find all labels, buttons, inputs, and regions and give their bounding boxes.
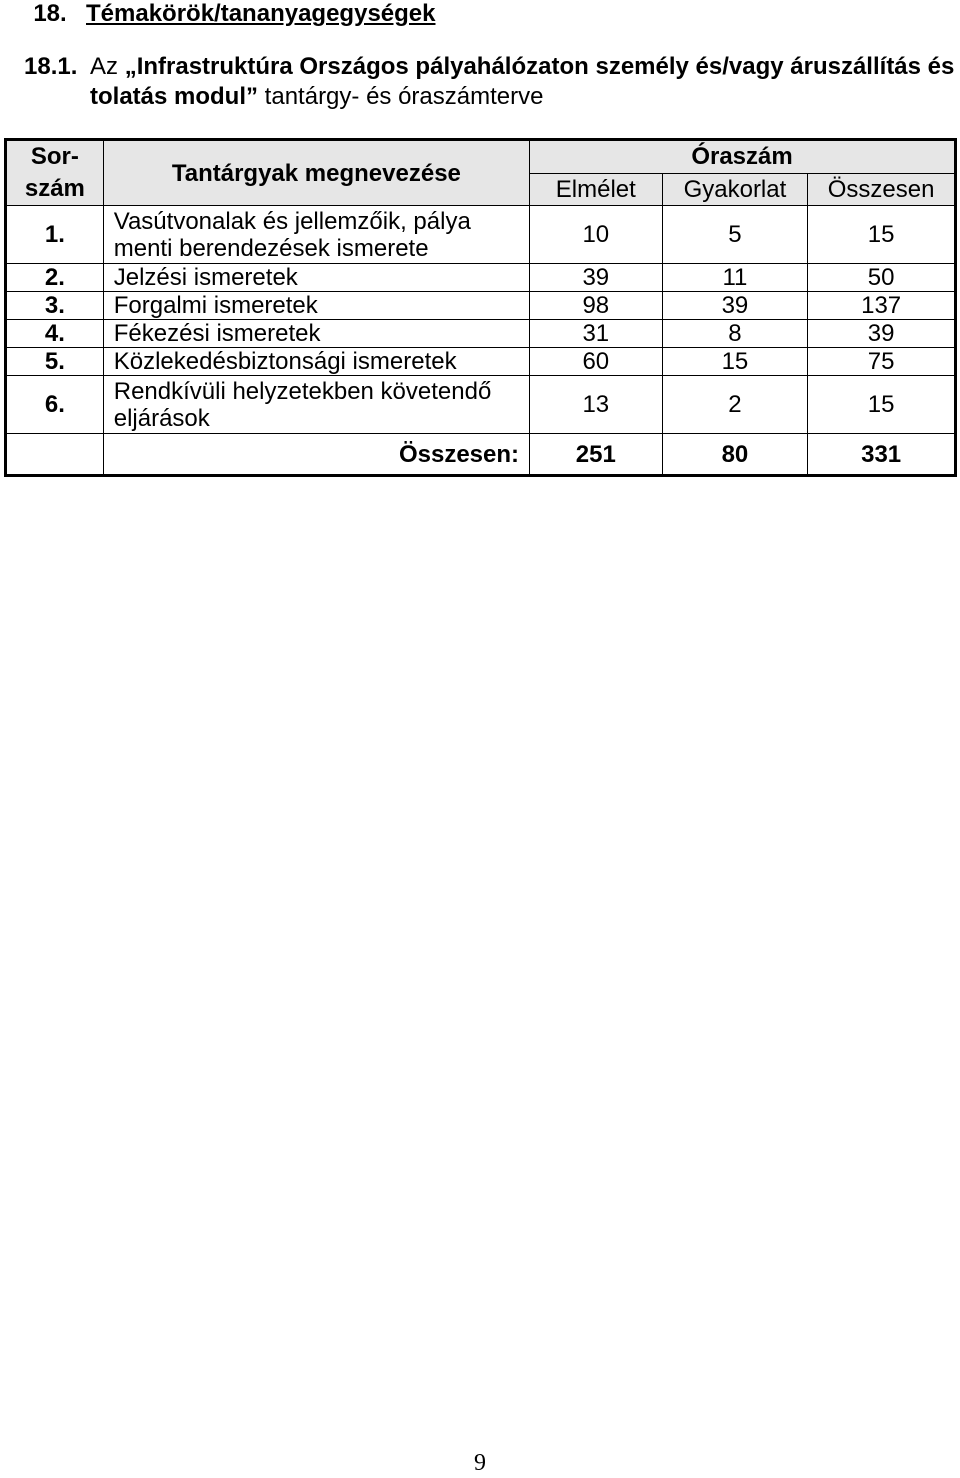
row-elmelet: 31 (530, 320, 663, 348)
section-number: 18. (33, 0, 67, 27)
row-number: 3. (6, 292, 104, 320)
table-row (6, 376, 956, 434)
section-heading (14, 0, 436, 28)
row-subject: Közlekedésbiztonsági ismeretek (103, 348, 529, 376)
header-elmelet: Elmélet (530, 173, 663, 205)
row-osszesen: 75 (808, 348, 956, 376)
row-osszesen: 39 (808, 320, 956, 348)
row-number: 2. (6, 264, 104, 292)
row-osszesen: 50 (808, 264, 956, 292)
row-number: 6. (6, 376, 104, 434)
total-elmelet: 251 (530, 434, 663, 476)
row-elmelet: 10 (530, 206, 663, 264)
row-number: 4. (6, 320, 104, 348)
total-empty-cell (6, 434, 104, 476)
row-number: 1. (6, 206, 104, 264)
row-number: 5. (6, 348, 104, 376)
row-gyakorlat: 11 (662, 264, 808, 292)
total-osszesen: 331 (808, 434, 956, 476)
row-elmelet: 13 (530, 376, 663, 434)
curriculum-table (4, 138, 957, 477)
table-row (6, 320, 956, 348)
row-elmelet: 60 (530, 348, 663, 376)
section-title: Témakörök/tananyagegységek (86, 0, 436, 27)
row-osszesen: 137 (808, 292, 956, 320)
row-elmelet: 39 (530, 264, 663, 292)
row-gyakorlat: 8 (662, 320, 808, 348)
row-subject: Forgalmi ismeretek (103, 292, 529, 320)
header-osszesen: Összesen (808, 173, 956, 205)
table-total-row (6, 434, 956, 476)
page-number: 9 (474, 1450, 486, 1476)
row-elmelet: 98 (530, 292, 663, 320)
subsection-prefix: Az (90, 53, 125, 80)
row-gyakorlat: 15 (662, 348, 808, 376)
subsection-number: 18.1. (24, 53, 78, 80)
header-gyakorlat: Gyakorlat (662, 173, 808, 205)
row-gyakorlat: 39 (662, 292, 808, 320)
table-header-row (6, 140, 956, 174)
total-gyakorlat: 80 (662, 434, 808, 476)
header-oraszam: Óraszám (530, 140, 956, 174)
header-sorszam: Sor-szám (6, 140, 104, 206)
row-subject: Jelzési ismeretek (103, 264, 529, 292)
row-osszesen: 15 (808, 206, 956, 264)
total-label: Összesen: (103, 434, 529, 476)
row-gyakorlat: 2 (662, 376, 808, 434)
row-gyakorlat: 5 (662, 206, 808, 264)
table-row (6, 348, 956, 376)
row-subject: Vasútvonalak és jellemzőik, pálya menti berendezések ismerete (103, 206, 529, 264)
table-row (6, 292, 956, 320)
header-name: Tantárgyak megnevezése (103, 140, 529, 206)
subsection-suffix: tantárgy- és óraszámterve (258, 83, 544, 110)
subsection-module-name: „Infrastruktúra Országos pályahálózaton személy és/vagy áruszállítás és tolatás modul” (90, 53, 955, 110)
table-row (6, 264, 956, 292)
subsection-title (90, 52, 960, 112)
table-row (6, 206, 956, 264)
row-osszesen: 15 (808, 376, 956, 434)
row-subject: Rendkívüli helyzetekben követendő eljárások (103, 376, 529, 434)
row-subject: Fékezési ismeretek (103, 320, 529, 348)
